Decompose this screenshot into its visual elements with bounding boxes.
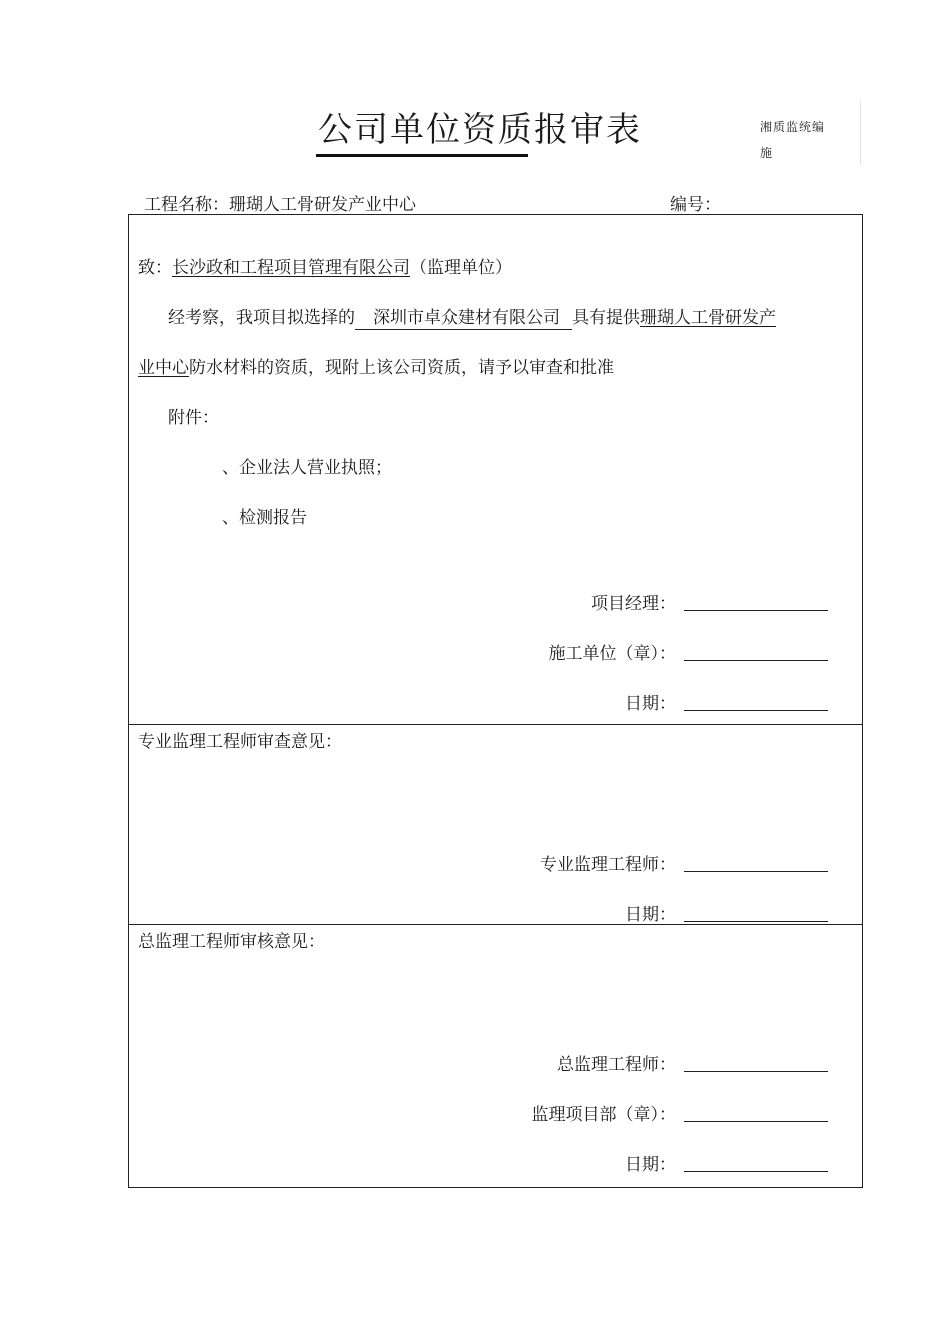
date-line-3[interactable] (684, 1171, 828, 1172)
body-rest: 防水材料的资质，现附上该公司资质，请予以审查和批准 (189, 358, 614, 378)
project-manager-label: 项目经理： (591, 594, 676, 614)
body-line-1 (168, 303, 776, 328)
section-divider-1 (128, 724, 863, 725)
addressee-suffix: （监理单位） (410, 258, 512, 278)
project-name-part2: 业中心 (138, 358, 189, 378)
engineer-label: 专业监理工程师： (540, 855, 676, 875)
title-underline (316, 154, 528, 157)
attachment-item: 、检测报告 (222, 508, 307, 528)
form-code-line1: 湘质监统编 (760, 120, 826, 134)
construction-unit-signature-line[interactable] (684, 660, 828, 661)
selected-company: 深圳市卓众建材有限公司 (355, 308, 572, 330)
attachments-label: 附件： (168, 408, 219, 428)
addressee-line (138, 253, 512, 278)
number-label: 编号： (670, 195, 721, 215)
project-manager-signature-line[interactable] (684, 610, 828, 611)
project-name-label: 工程名称： (144, 195, 229, 215)
engineer-review-heading: 专业监理工程师审查意见： (138, 732, 342, 752)
addressee-label: 致： (138, 258, 172, 278)
construction-unit-label: 施工单位（章）： (548, 644, 676, 664)
chief-engineer-signature-line[interactable] (684, 1071, 828, 1072)
date-label-2: 日期： (625, 905, 676, 925)
chief-review-heading: 总监理工程师审核意见： (138, 932, 325, 952)
date-label-3: 日期： (625, 1155, 676, 1175)
form-code-line2: 施 (760, 146, 774, 160)
date-line-1[interactable] (684, 710, 828, 711)
date-line-2[interactable] (684, 921, 828, 922)
supervision-dept-label: 监理项目部（章）： (531, 1105, 676, 1125)
form-code (760, 114, 825, 166)
chief-engineer-label: 总监理工程师： (557, 1055, 676, 1075)
page-title: 公司单位资质报审表 (318, 110, 642, 150)
addressee-company: 长沙政和工程项目管理有限公司 (172, 258, 410, 278)
attachment-item: 、企业法人营业执照； (222, 458, 392, 478)
project-name-part1: 珊瑚人工骨研发产 (640, 308, 776, 328)
body-mid: 具有提供 (572, 308, 640, 328)
project-name-row (144, 190, 416, 215)
date-label-1: 日期： (625, 694, 676, 714)
corner-divider (860, 100, 861, 166)
supervision-dept-signature-line[interactable] (684, 1121, 828, 1122)
engineer-signature-line[interactable] (684, 871, 828, 872)
body-prefix: 经考察，我项目拟选择的 (168, 308, 355, 328)
project-name-value: 珊瑚人工骨研发产业中心 (229, 195, 416, 215)
body-line-2 (138, 353, 614, 378)
